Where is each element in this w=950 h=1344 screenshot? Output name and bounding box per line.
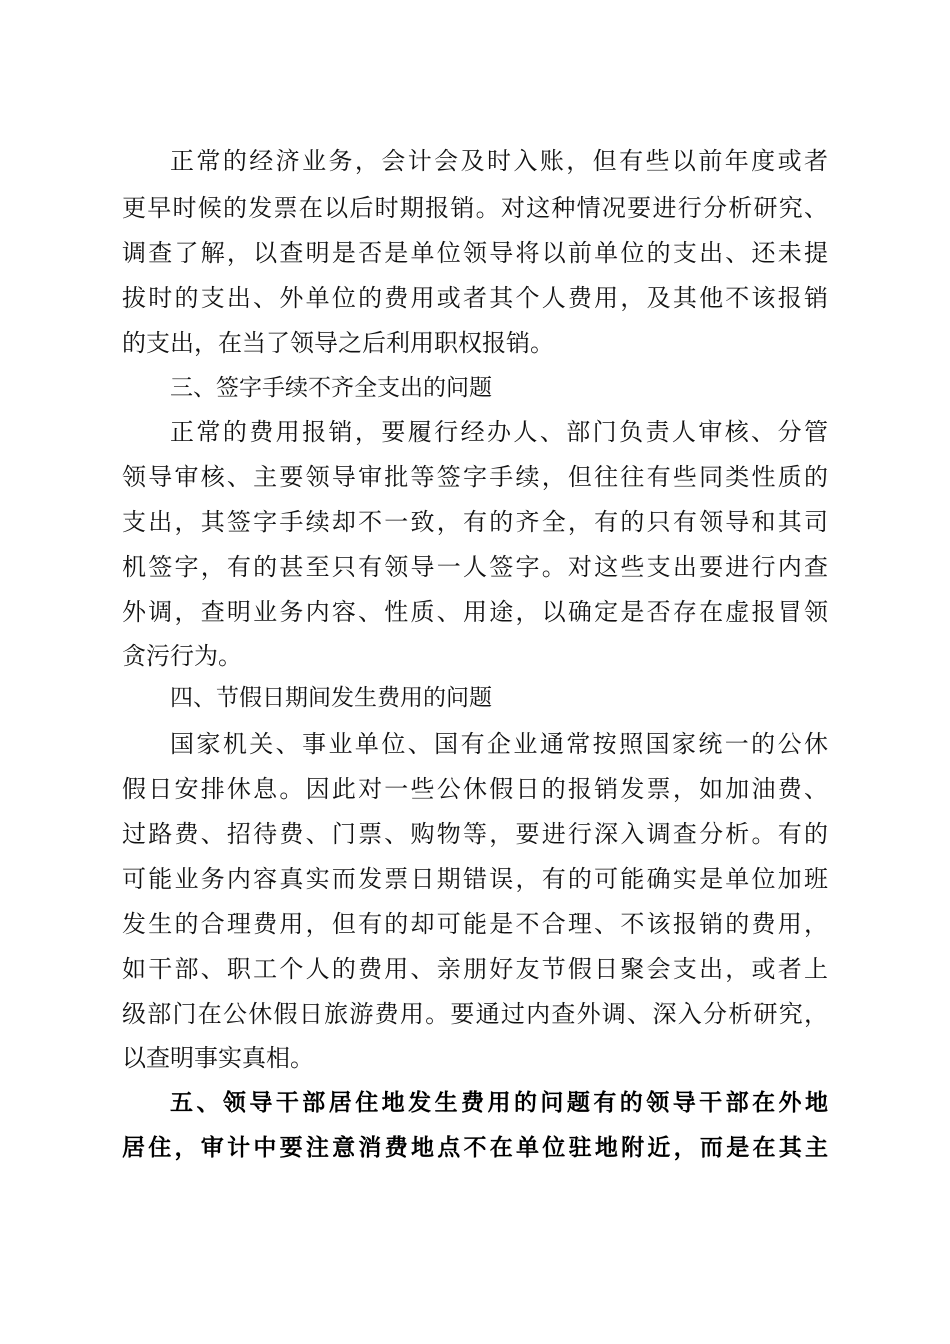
paragraph-line <box>0 139 950 183</box>
section-heading <box>0 676 950 720</box>
paragraph-line <box>0 722 950 766</box>
line-text: 正常的经济业务，会计会及时入账，但有些以前年度或者 <box>170 147 828 175</box>
line-text: 更早时候的发票在以后时期报销。对这种情况要进行分析研究、 <box>122 194 828 222</box>
paragraph-line <box>0 812 950 856</box>
line-text: 如干部、职工个人的费用、亲朋好友节假日聚会支出，或者上 <box>122 955 828 983</box>
line-text: 机签字，有的甚至只有领导一人签字。对这些支出要进行内查 <box>122 553 828 581</box>
heading-text: 三、签字手续不齐全支出的问题 <box>170 375 492 401</box>
paragraph-line <box>0 590 950 634</box>
line-text: 贪污行为。 <box>122 642 242 670</box>
line-text: 支出，其签字手续却不一致，有的齐全，有的只有领导和其司 <box>122 508 828 536</box>
paragraph-line <box>0 500 950 544</box>
line-text: 发生的合理费用，但有的却可能是不合理、不该报销的费用， <box>122 910 828 938</box>
paragraph-line <box>0 231 950 275</box>
line-text: 外调，查明业务内容、性质、用途，以确定是否存在虚报冒领 <box>122 598 828 626</box>
line-text: 领导审核、主要领导审批等签字手续，但往往有些同类性质的 <box>122 463 828 491</box>
paragraph-line <box>0 857 950 901</box>
bold-paragraph-line <box>0 1126 950 1170</box>
paragraph-line <box>0 545 950 589</box>
line-text: 居住，审计中要注意消费地点不在单位驻地附近，而是在其主 <box>122 1135 828 1161</box>
paragraph-line <box>0 321 950 365</box>
line-text: 以查明事实真相。 <box>122 1044 314 1072</box>
line-text: 的支出，在当了领导之后利用职权报销。 <box>122 329 554 357</box>
paragraph-line <box>0 276 950 320</box>
paragraph-line <box>0 947 950 991</box>
line-text: 假日安排休息。因此对一些公休假日的报销发票，如加油费、 <box>122 775 828 803</box>
line-text: 调查了解，以查明是否是单位领导将以前单位的支出、还未提 <box>122 239 828 267</box>
line-text: 五、领导干部居住地发生费用的问题有的领导干部在外地 <box>170 1090 828 1116</box>
paragraph-line <box>0 186 950 230</box>
heading-text: 四、节假日期间发生费用的问题 <box>170 685 492 711</box>
paragraph-line <box>0 410 950 454</box>
section-heading <box>0 366 950 410</box>
line-text: 过路费、招待费、门票、购物等，要进行深入调查分析。有的 <box>122 820 828 848</box>
paragraph-line <box>0 1036 950 1080</box>
line-text: 可能业务内容真实而发票日期错误，有的可能确实是单位加班 <box>122 865 828 893</box>
paragraph-line <box>0 455 950 499</box>
paragraph-line <box>0 992 950 1036</box>
line-text: 拔时的支出、外单位的费用或者其个人费用，及其他不该报销 <box>122 284 828 312</box>
line-text: 国家机关、事业单位、国有企业通常按照国家统一的公休 <box>170 730 828 758</box>
bold-paragraph-line <box>0 1081 950 1125</box>
line-text: 级部门在公休假日旅游费用。要通过内查外调、深入分析研究， <box>122 1000 828 1028</box>
paragraph-line <box>0 902 950 946</box>
paragraph-line <box>0 634 950 678</box>
line-text: 正常的费用报销，要履行经办人、部门负责人审核、分管 <box>170 418 828 446</box>
paragraph-line <box>0 767 950 811</box>
